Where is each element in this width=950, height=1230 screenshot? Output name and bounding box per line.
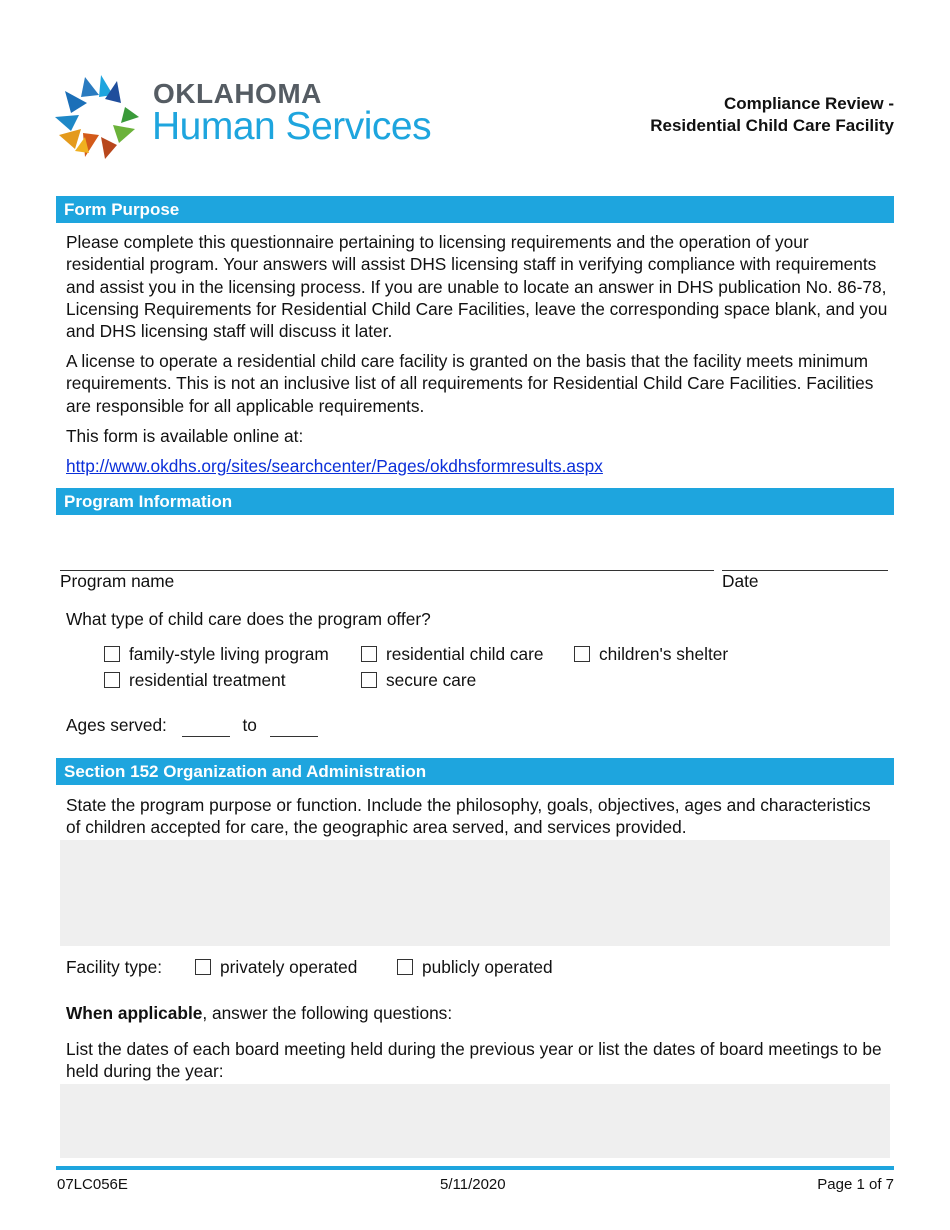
ages-to-label: to [242, 715, 257, 735]
ages-served-row [66, 715, 318, 737]
purpose-paragraph-1: Please complete this questionnaire pertaining to licensing requirements and the operation of your residential program. Your answers will assist DHS licensing staff in verifying compliance with requirements and assist you in the licensing process. If you are unable to locate an answer in DHS publication No. 86-78, Licensing Requirements for Residential Child Care Facilities, leave the corresponding space blank, and you and DHS licensing staff will discuss it later. [66, 232, 888, 342]
form-title-line2: Residential Child Care Facility [650, 116, 894, 135]
purpose-paragraph-2: A license to operate a residential child care facility is granted on the basis that the facility meets minimum requirements. This is not an inclusive list of all requirements for Residential Child Care Facilities. Facilities are responsible for all applicable requirements. [66, 351, 874, 416]
program-name-label: Program name [60, 571, 175, 591]
org-name-line1: OKLAHOMA [153, 78, 322, 109]
when-applicable-text [66, 1002, 888, 1024]
board-meetings-prompt: List the dates of each board meeting held during the previous year or list the dates of board meetings to be held during the year: [66, 1039, 882, 1082]
program-purpose-textarea[interactable] [60, 840, 890, 946]
footer-date: 5/11/2020 [440, 1176, 506, 1193]
footer-rule [56, 1166, 894, 1170]
checkbox[interactable] [104, 672, 120, 688]
form-title [650, 93, 894, 137]
option-secure-care[interactable]: secure care [361, 670, 476, 691]
when-applicable-rest: , answer the following questions: [202, 1003, 453, 1023]
ages-to-input[interactable] [270, 718, 318, 737]
form-title-line1: Compliance Review - [723, 94, 894, 113]
checkbox[interactable] [104, 646, 120, 662]
board-meetings-textarea[interactable] [60, 1084, 890, 1158]
ages-from-input[interactable] [182, 718, 230, 737]
option-childrens-shelter[interactable]: children's shelter [574, 644, 728, 665]
when-applicable-bold: When applicable [66, 1003, 203, 1023]
oklahoma-human-services-logo [55, 73, 465, 159]
facility-type-label: Facility type: [66, 957, 163, 977]
program-purpose-prompt: State the program purpose or function. Include the philosophy, goals, objectives, ages and characteristics of children accepted for care, the geographic area served, and services provided. [66, 795, 871, 838]
option-family-style[interactable]: family-style living program [104, 644, 329, 665]
checkbox[interactable] [574, 646, 590, 662]
footer-page-number: Page 1 of 7 [817, 1176, 894, 1193]
section-header-152: Section 152 Organization and Administration [56, 758, 894, 785]
org-name-line2: Human Services [152, 105, 432, 148]
date-label: Date [722, 571, 759, 591]
section-header-program-information: Program Information [56, 488, 894, 515]
child-care-type-question: What type of child care does the program offer? [66, 609, 431, 629]
facility-type-row [66, 957, 162, 978]
checkbox[interactable] [195, 959, 211, 975]
option-residential-treatment[interactable]: residential treatment [104, 670, 286, 691]
ages-served-label: Ages served: [66, 715, 167, 735]
checkbox[interactable] [361, 646, 377, 662]
option-residential-child-care[interactable]: residential child care [361, 644, 544, 665]
option-privately-operated[interactable]: privately operated [195, 957, 357, 978]
option-publicly-operated[interactable]: publicly operated [397, 957, 553, 978]
footer-form-number: 07LC056E [57, 1176, 128, 1193]
checkbox[interactable] [361, 672, 377, 688]
form-url-link[interactable]: http://www.okdhs.org/sites/searchcenter/Pages/okdhsformresults.aspx [66, 456, 603, 476]
checkbox[interactable] [397, 959, 413, 975]
section-header-form-purpose: Form Purpose [56, 196, 894, 223]
purpose-paragraph-3: This form is available online at: [66, 426, 304, 446]
starburst-logo-icon [55, 73, 139, 159]
